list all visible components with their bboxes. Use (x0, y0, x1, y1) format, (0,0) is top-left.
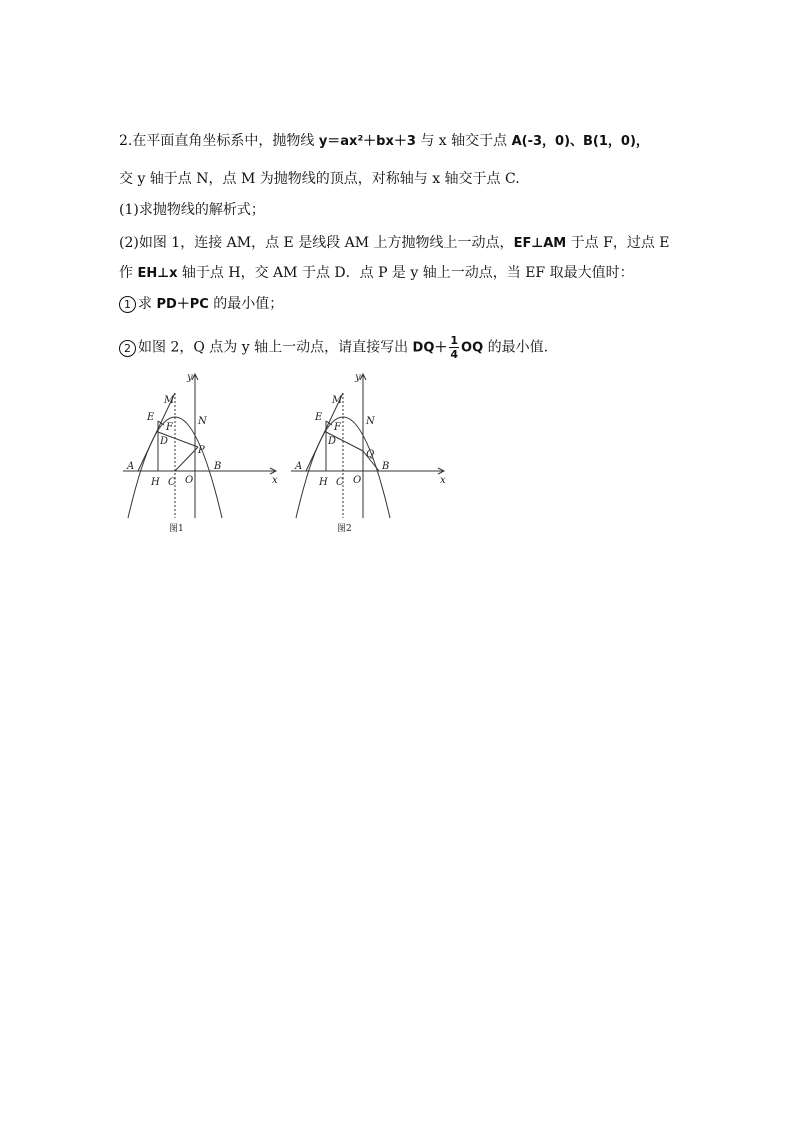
label-x: x (440, 475, 446, 486)
label-a: A (295, 461, 303, 472)
label-o: O (353, 475, 362, 486)
label-x: x (272, 475, 278, 486)
text-segment: 2.在平面直角坐标系中，抛物线 (119, 133, 319, 149)
figure-1 (118, 366, 288, 538)
text-segment: 求 (138, 296, 157, 312)
label-c: C (168, 477, 176, 488)
sub-question-2 (119, 334, 548, 361)
figure-2 (286, 366, 456, 538)
label-d: D (160, 436, 169, 447)
label-e: E (147, 412, 155, 423)
text-segment: EF⊥AM (513, 236, 567, 251)
fraction-one-quarter (449, 334, 459, 361)
label-m: M (332, 395, 343, 406)
label-n: N (366, 416, 375, 427)
text-segment: 作 (119, 265, 138, 281)
sub-question-1 (119, 294, 283, 315)
text-segment: 与 x 轴交于点 (415, 133, 512, 149)
text-segment: 轴于点 H，交 AM 于点 D．点 P 是 y 轴上一动点，当 EF 取最大值时： (177, 265, 634, 281)
text-segment: OQ (461, 340, 484, 356)
label-b: B (382, 461, 390, 472)
part-2-line-1 (119, 233, 670, 254)
label-d: D (328, 436, 337, 447)
text-segment: PD＋PC (156, 297, 209, 312)
problem-line-1 (119, 131, 649, 152)
label-y: y (355, 372, 361, 383)
label-y: y (187, 372, 193, 383)
label-b: B (214, 461, 222, 472)
fraction-numerator: 1 (450, 334, 459, 347)
label-a: A (127, 461, 135, 472)
label-n: N (198, 416, 207, 427)
label-o: O (185, 475, 194, 486)
text-segment: 如图 2，Q 点为 y 轴上一动点，请直接写出 (138, 339, 413, 356)
label-m: M (164, 395, 175, 406)
label-c: C (336, 477, 344, 488)
part-1: (1)求抛物线的解析式； (119, 202, 265, 218)
parabola-equation: y＝ax²＋bx＋3 (318, 134, 416, 149)
text-segment: 的最小值； (208, 296, 284, 312)
text-segment: DQ＋ (412, 340, 448, 356)
label-h: H (151, 477, 160, 488)
label-q: Q (366, 449, 375, 460)
label-f: F (334, 422, 341, 433)
part-2-line-2 (119, 263, 634, 284)
label-h: H (319, 477, 328, 488)
fraction-denominator: 4 (450, 348, 459, 361)
figure-1-caption: 图1 (169, 524, 184, 534)
label-e: E (315, 412, 323, 423)
points-ab: A(-3，0)、B(1，0)， (511, 134, 649, 149)
text-segment: (2)如图 1，连接 AM，点 E 是线段 AM 上方抛物线上一动点， (119, 235, 514, 251)
problem-line-2: 交 y 轴于点 N，点 M 为抛物线的顶点，对称轴与 x 轴交于点 C. (119, 171, 520, 187)
text-segment: 的最小值. (483, 339, 549, 356)
label-f: F (166, 422, 173, 433)
circled-number-2: 2 (119, 340, 136, 357)
figure-2-caption: 图2 (337, 524, 352, 534)
circled-number-1: 1 (119, 296, 136, 313)
text-segment: 于点 F，过点 E (566, 235, 670, 251)
text-segment: EH⊥x (137, 266, 178, 281)
label-p: P (198, 445, 205, 456)
